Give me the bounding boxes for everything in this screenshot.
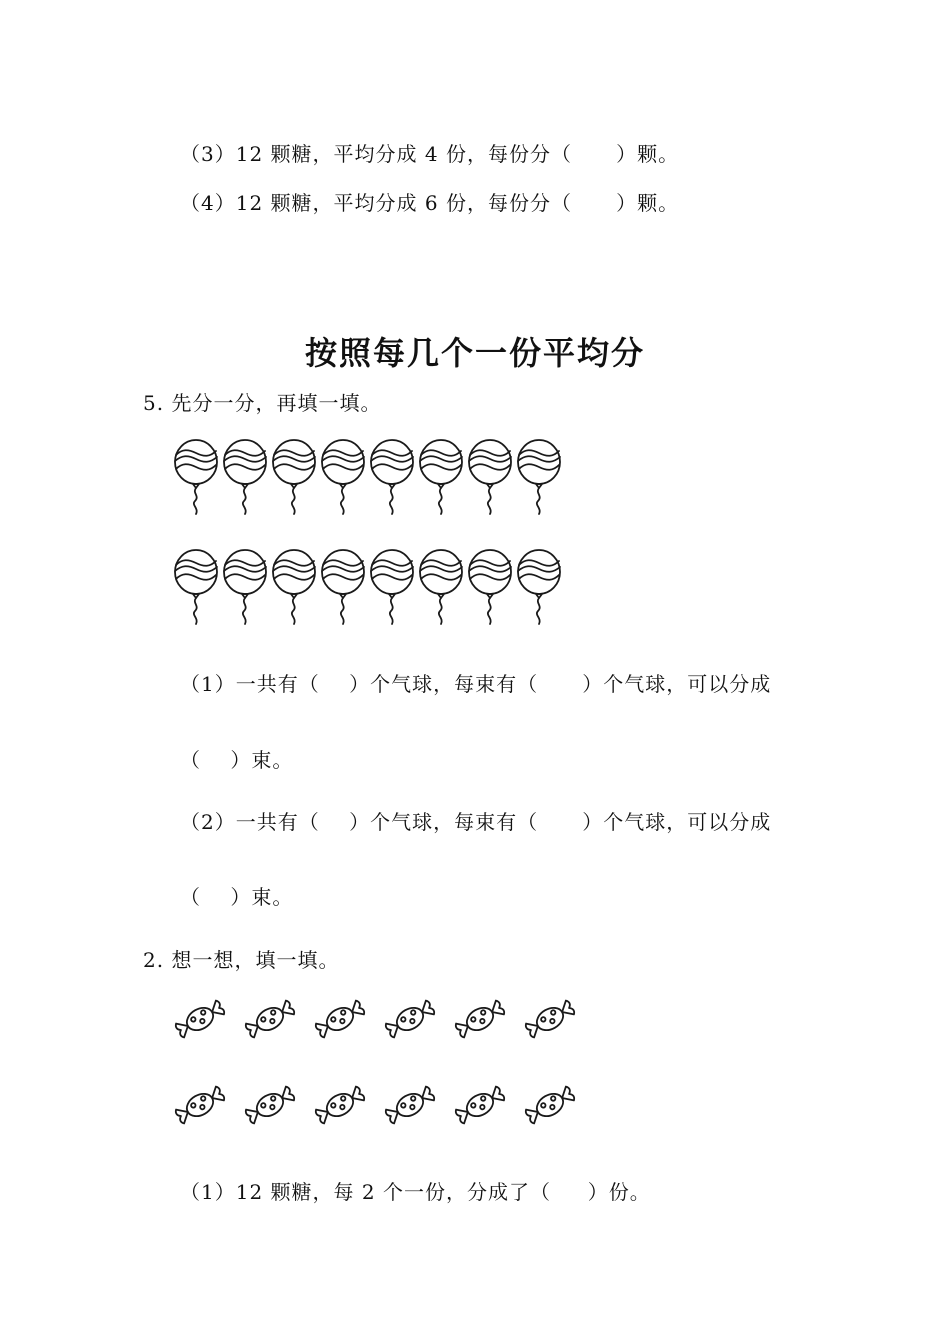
balloon-icon [466, 438, 514, 522]
candy-icon [312, 996, 368, 1046]
balloon-icon [368, 548, 416, 632]
balloon-icon [221, 438, 269, 522]
candy-icon [312, 1082, 368, 1132]
question-2-heading: 2. 想一想，填一填。 [143, 948, 340, 972]
candy-icon [172, 1082, 228, 1132]
balloon-icon [172, 438, 220, 522]
balloon-icon [466, 548, 514, 632]
balloon-icon [417, 438, 465, 522]
candy-icon [452, 1082, 508, 1132]
balloon-icon [270, 438, 318, 522]
balloon-icon [270, 548, 318, 632]
candy-icon [522, 1082, 578, 1132]
question-item-4: （4）12 颗糖，平均分成 6 份，每份分（ ）颗。 [180, 191, 680, 215]
balloon-icon [221, 548, 269, 632]
balloon-icon [319, 438, 367, 522]
question-5-item-1-line-2: （ ）束。 [180, 748, 294, 772]
candy-icon [242, 1082, 298, 1132]
candy-icon [382, 1082, 438, 1132]
question-5-item-1-line-1: （1）一共有（ ）个气球，每束有（ ）个气球，可以分成 [180, 672, 772, 696]
question-5-heading: 5. 先分一分，再填一填。 [143, 391, 382, 415]
balloon-icon [172, 548, 220, 632]
question-item-3: （3）12 颗糖，平均分成 4 份，每份分（ ）颗。 [180, 142, 680, 166]
question-5-item-2-line-2: （ ）束。 [180, 885, 294, 909]
candy-icon [452, 996, 508, 1046]
section-title: 按照每几个一份平均分 [304, 334, 645, 372]
candy-icon [522, 996, 578, 1046]
question-2-item-1: （1）12 颗糖，每 2 个一份，分成了（ ）份。 [180, 1180, 651, 1204]
balloon-icon [515, 548, 563, 632]
balloon-icon [515, 438, 563, 522]
candy-icon [382, 996, 438, 1046]
balloon-icon [368, 438, 416, 522]
balloon-icon [417, 548, 465, 632]
candy-icon [172, 996, 228, 1046]
candy-icon [242, 996, 298, 1046]
question-5-item-2-line-1: （2）一共有（ ）个气球，每束有（ ）个气球，可以分成 [180, 810, 772, 834]
balloon-icon [319, 548, 367, 632]
